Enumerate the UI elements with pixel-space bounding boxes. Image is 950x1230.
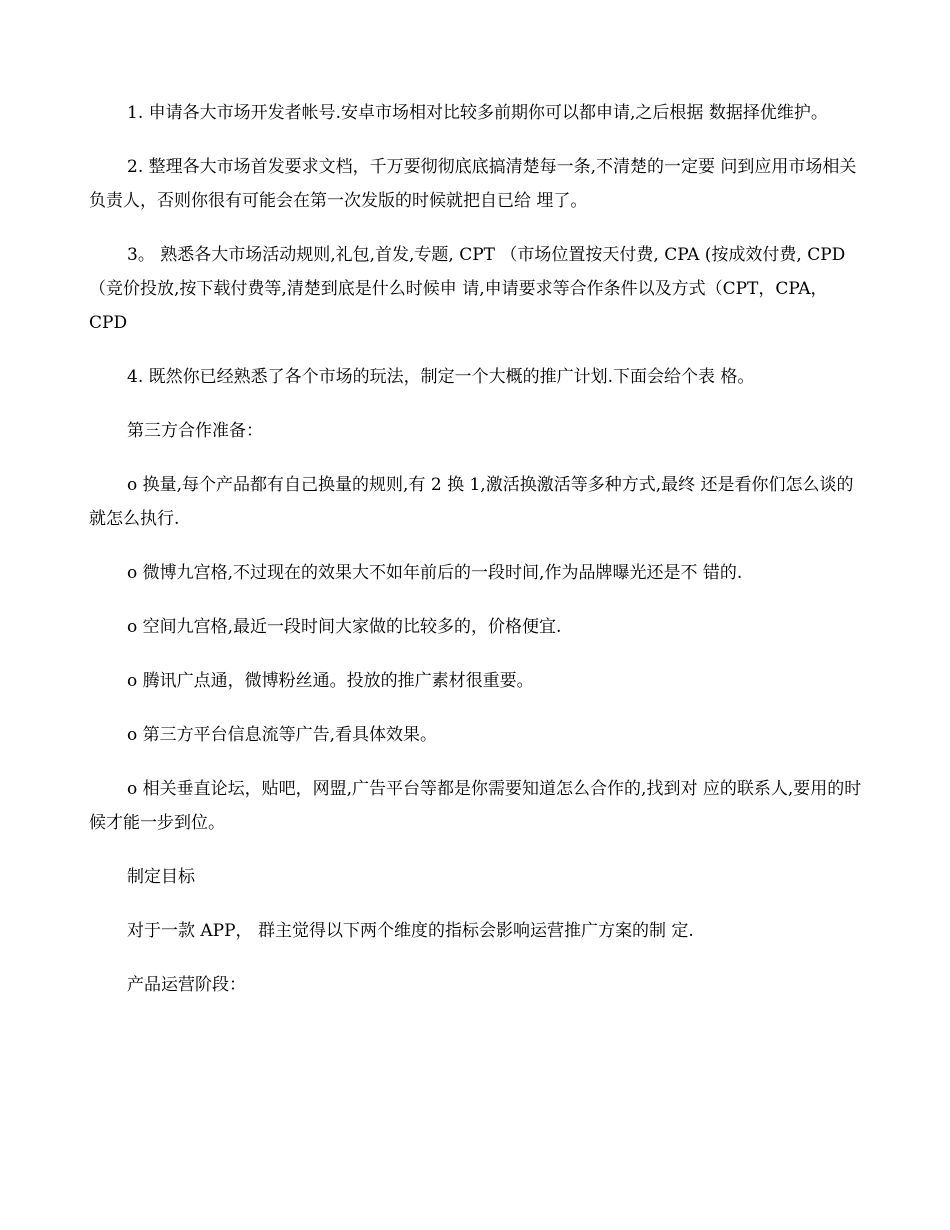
heading-set-goals: 制定目标: [127, 867, 195, 887]
list-item-vertical-forums: o 相关垂直论坛，贴吧，网盟,广告平台等都是你需要知道怎么合作的,找到对 应的联系人,要用的时候才能一步到位。: [89, 779, 862, 833]
document-body: [89, 96, 864, 1022]
heading-third-party-preparation: 第三方合作准备：: [127, 421, 263, 441]
paragraph-promotion-plan: 4. 既然你已经熟悉了各个市场的玩法，制定一个大概的推广计划.下面会给个表 格。: [127, 367, 755, 387]
heading-operation-stage: 产品运营阶段：: [127, 975, 246, 995]
paragraph-app-metrics: 对于一款 APP， 群主觉得以下两个维度的指标会影响运营推广方案的制 定.: [127, 921, 694, 941]
list-item-qzone-grid: o 空间九宫格,最近一段时间大家做的比较多的，价格便宜.: [127, 617, 562, 637]
paragraph-market-activity-rules: 3。 熟悉各大市场活动规则,礼包,首发,专题, CPT （市场位置按天付费, CPA (按成效付费, CPD （竞价投放,按下载付费等,清楚到底是什么时候申 请,申请要求等合作条件以及方式（CPT，CPA，CPD: [89, 245, 846, 333]
list-item-weibo-grid: o 微博九宫格,不过现在的效果大不如年前后的一段时间,作为品牌曝光还是不 错的.: [127, 563, 743, 583]
paragraph-first-release-requirements: 2. 整理各大市场首发要求文档，千万要彻彻底底搞清楚每一条,不清楚的一定要 问到应用市场相关负责人，否则你很有可能会在第一次发版的时候就把自已给 埋了。: [89, 157, 857, 211]
list-item-third-party-feed-ads: o 第三方平台信息流等广告,看具体效果。: [127, 725, 438, 745]
list-item-traffic-exchange: o 换量,每个产品都有自己换量的规则,有 2 换 1,激活换激活等多种方式,最终 还是看你们怎么谈的就怎么执行.: [89, 475, 854, 529]
list-item-tencent-weibo-ads: o 腾讯广点通，微博粉丝通。投放的推广素材很重要。: [127, 671, 534, 691]
paragraph-developer-accounts: 1. 申请各大市场开发者帐号.安卓市场相对比较多前期你可以都申请,之后根据 数据择优维护。: [127, 103, 828, 123]
